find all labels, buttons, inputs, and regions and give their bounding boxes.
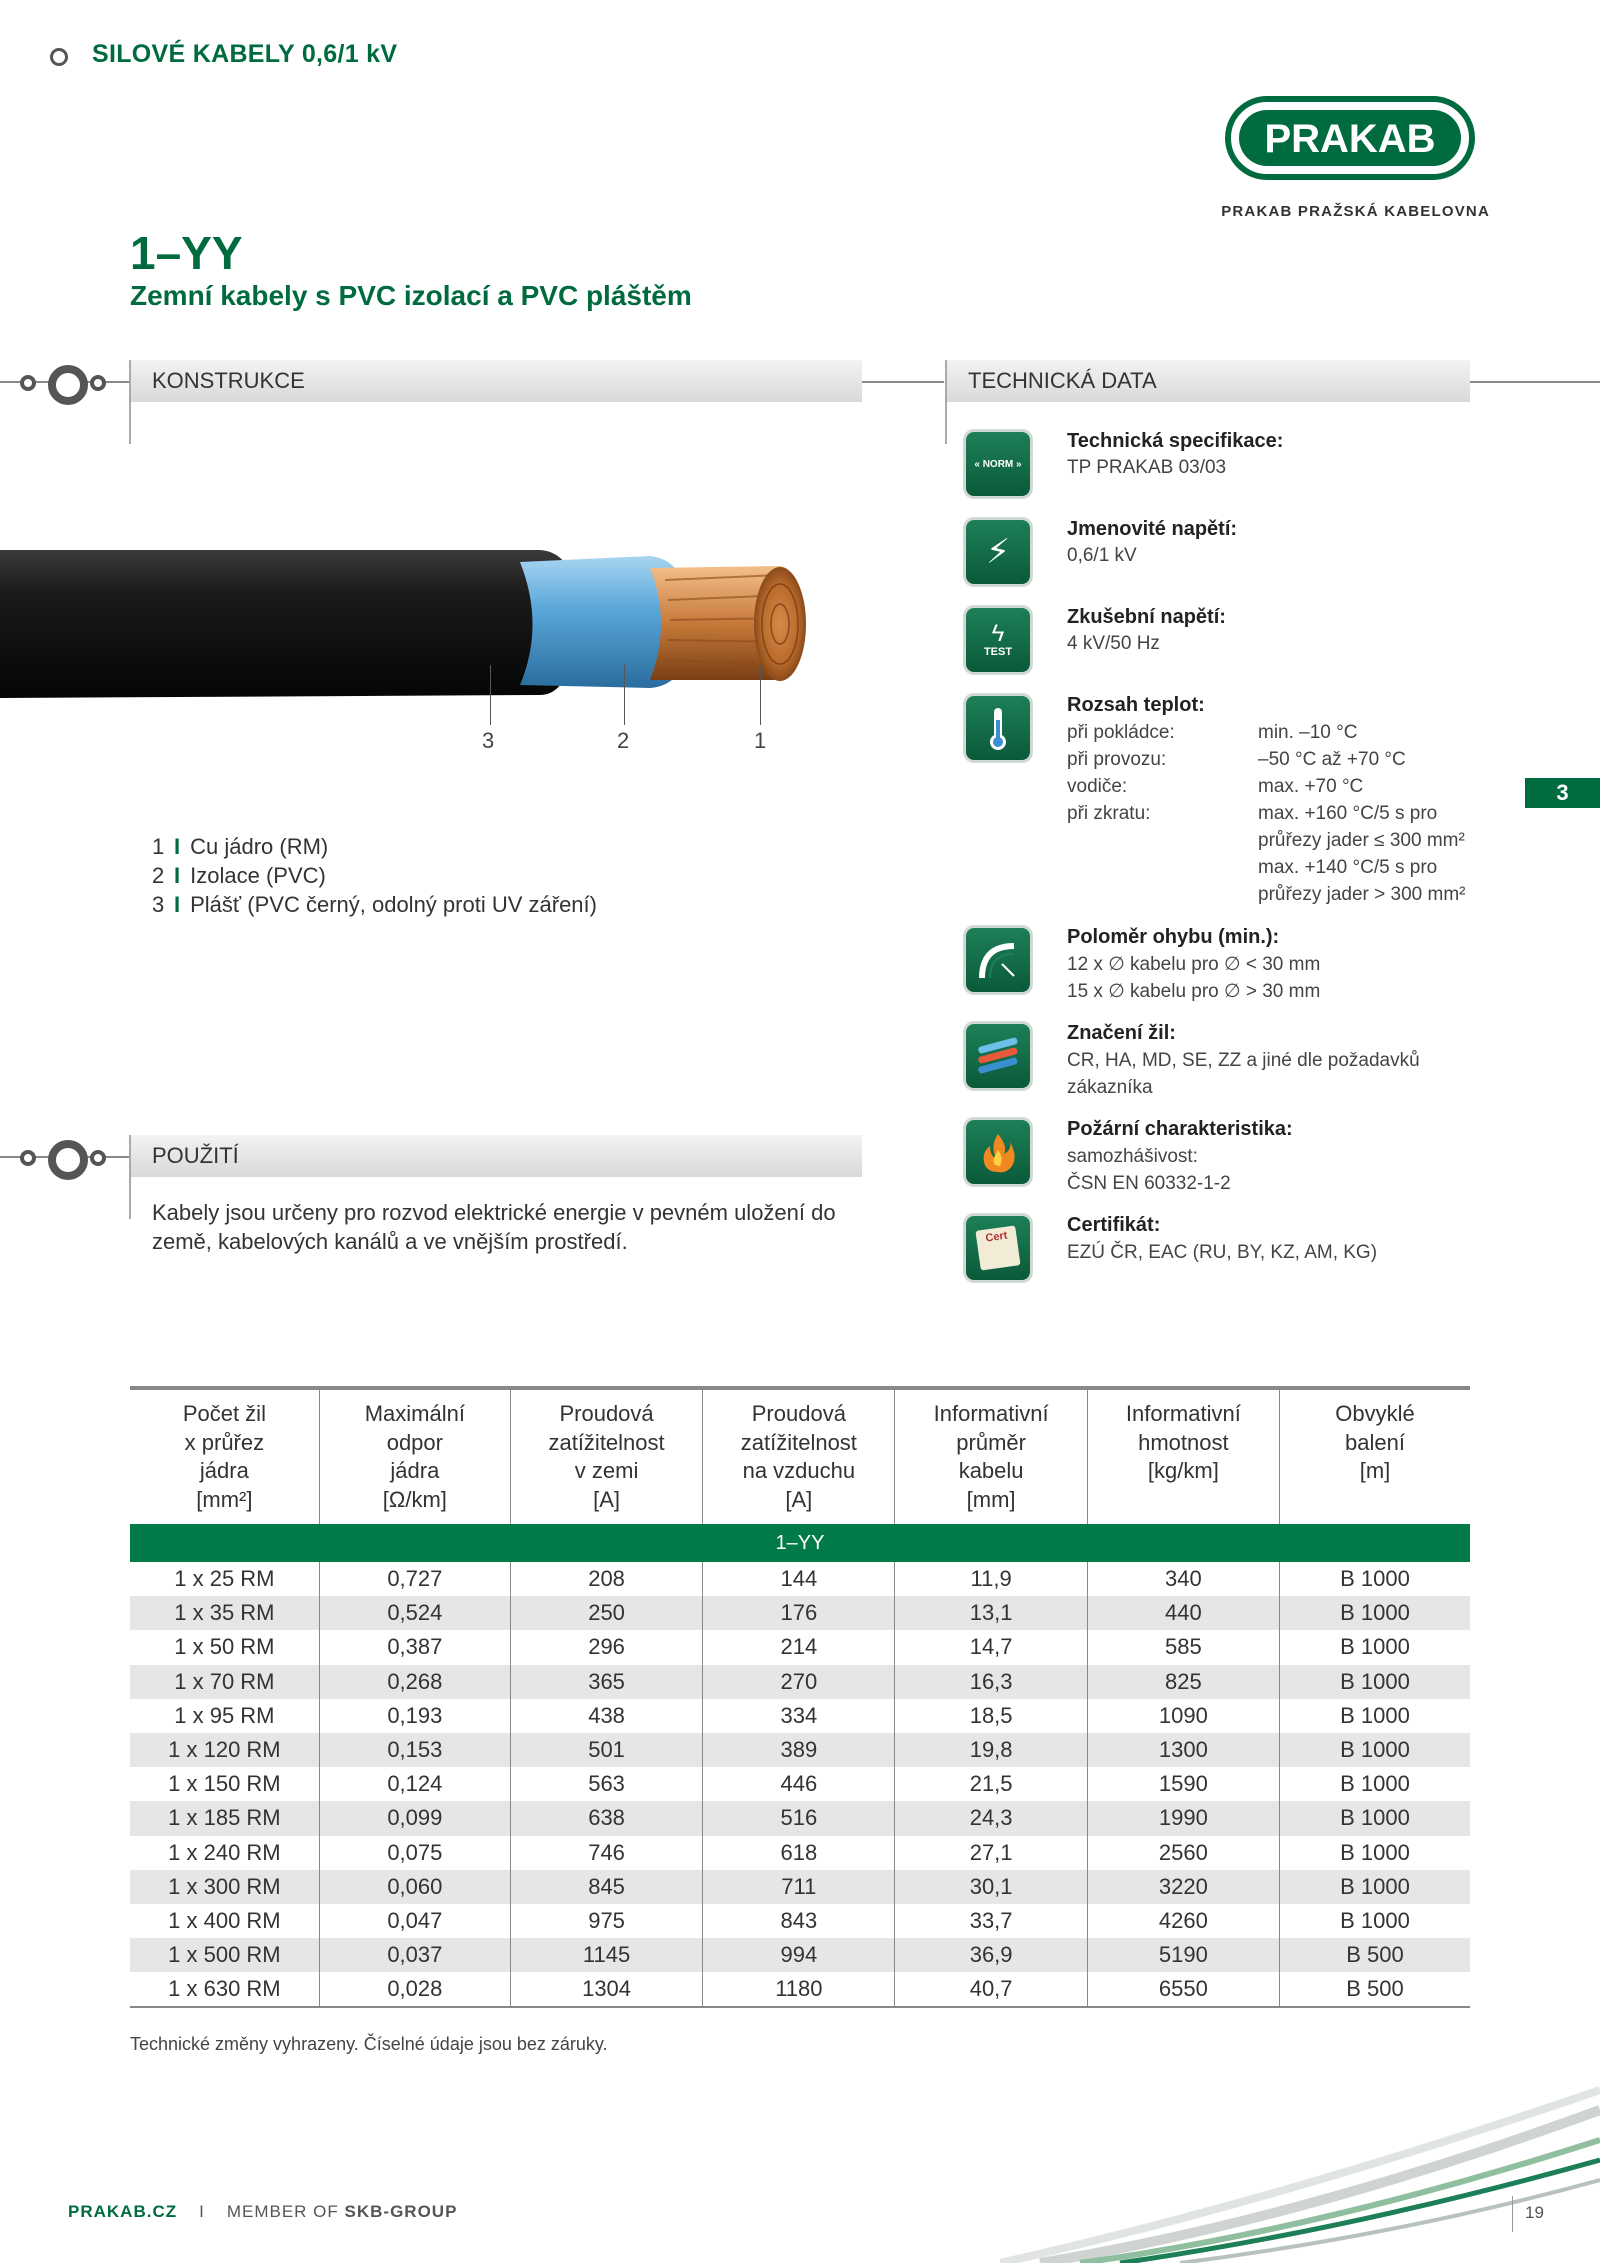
table-cell: 14,7 [895, 1630, 1087, 1664]
cable-parameters-table [130, 1390, 1470, 2008]
table-cell: 1 x 70 RM [130, 1665, 319, 1699]
chapter-tab: 3 [1525, 778, 1600, 808]
table-cell: 0,268 [319, 1665, 510, 1699]
table-row [130, 1904, 1470, 1938]
table-cell: 0,060 [319, 1870, 510, 1904]
column-header: Počet žil x průřez jádra [mm²] [130, 1390, 319, 1524]
page-number: 19 [1525, 2203, 1544, 2222]
table-cell: 4260 [1087, 1904, 1279, 1938]
table-cell: 1 x 400 RM [130, 1904, 319, 1938]
table-cell: 11,9 [895, 1562, 1087, 1596]
table-cell: 296 [510, 1630, 702, 1664]
table-cell: 994 [703, 1938, 895, 1972]
table-cell: 16,3 [895, 1665, 1087, 1699]
table-row [130, 1836, 1470, 1870]
table-cell: 585 [1087, 1630, 1279, 1664]
table-cell: B 500 [1280, 1938, 1470, 1972]
callout-line [490, 665, 491, 725]
ring-icon [20, 375, 36, 391]
section-title: SILOVÉ KABELY 0,6/1 kV [92, 40, 398, 68]
table-cell: 0,099 [319, 1801, 510, 1835]
ring-icon [90, 375, 106, 391]
table-cell: 365 [510, 1665, 702, 1699]
table-cell: 618 [703, 1836, 895, 1870]
footer-text: PRAKAB.CZ I MEMBER OF SKB-GROUP [68, 2202, 458, 2221]
table-row [130, 1562, 1470, 1596]
table-row [130, 1733, 1470, 1767]
usage-text: Kabely jsou určeny pro rozvod elektrické energie v pevném uložení do země, kabelových kanálů a ve vnějším prostředí. [152, 1200, 836, 1254]
table-row [130, 1972, 1470, 2007]
table-cell: 5190 [1087, 1938, 1279, 1972]
table-cell: 843 [703, 1904, 895, 1938]
temp-row: při pokládce: min. –10 °C [1067, 722, 1358, 743]
table-cell: B 1000 [1280, 1733, 1470, 1767]
table-cell: 36,9 [895, 1938, 1087, 1972]
table-cell: 6550 [1087, 1972, 1279, 2007]
table-cell: 440 [1087, 1596, 1279, 1630]
table-cell: 1 x 25 RM [130, 1562, 319, 1596]
table-cell: B 1000 [1340, 1839, 1410, 1865]
legend-item: 2 I Izolace (PVC) [152, 863, 326, 888]
temp-row: max. +140 °C/5 s pro [1258, 857, 1438, 878]
table-cell: B 1000 [1280, 1596, 1470, 1630]
table-cell: 389 [703, 1733, 895, 1767]
table-cell: 1 x 95 RM [130, 1699, 319, 1733]
table-cell: 1180 [703, 1972, 895, 2007]
column-header: Maximální odpor jádra [Ω/km] [319, 1390, 510, 1524]
table-cell: 845 [510, 1870, 702, 1904]
table-cell: 0,524 [319, 1596, 510, 1630]
table-cell: 711 [703, 1870, 895, 1904]
legend-item: 3 I Plášť (PVC černý, odolný proti UV záření) [152, 892, 597, 917]
table-cell: B 1000 [1340, 1566, 1410, 1592]
table-cell: 563 [510, 1767, 702, 1801]
table-cell: 825 [1087, 1665, 1279, 1699]
fire-icon [966, 1120, 1036, 1190]
ring-icon [20, 1150, 36, 1166]
table-row [130, 1596, 1470, 1630]
temp-row: průřezy jader > 300 mm² [1258, 884, 1466, 905]
cable-illustration [0, 520, 900, 710]
table-cell: B 1000 [1280, 1870, 1470, 1904]
cert-value: EZÚ ČR, EAC (RU, BY, KZ, AM, KG) [1067, 1242, 1378, 1263]
table-group-header: 1–YY [130, 1524, 1470, 1562]
table-cell: 144 [703, 1562, 895, 1596]
callout-number: 3 [482, 728, 495, 753]
temp-table [1067, 719, 1466, 908]
usage-heading: POUŽITÍ [130, 1135, 862, 1177]
table-row [130, 1938, 1470, 1972]
core-marking-icon [966, 1024, 1036, 1094]
norm-icon: « NORM » [966, 432, 1036, 502]
divider-line [1470, 381, 1600, 383]
table-cell: 1990 [1087, 1801, 1279, 1835]
technical-heading: TECHNICKÁ DATA [946, 360, 1470, 402]
table-row [130, 1801, 1470, 1835]
table-cell: 0,153 [319, 1733, 510, 1767]
fire-line: ČSN EN 60332-1-2 [1067, 1173, 1231, 1194]
table-cell: 1590 [1087, 1767, 1279, 1801]
table-cell: B 1000 [1340, 1634, 1410, 1660]
divider-line [129, 360, 131, 444]
ring-icon [90, 1150, 106, 1166]
product-subtitle: Zemní kabely s PVC izolací a PVC pláštěm [130, 280, 692, 311]
table-cell: 1 x 120 RM [130, 1733, 319, 1767]
table-cell: 13,1 [895, 1596, 1087, 1630]
table-cell: 27,1 [895, 1836, 1087, 1870]
table-row [130, 1767, 1470, 1801]
table-cell: 1 x 185 RM [130, 1801, 319, 1835]
voltage-icon: ⚡ [966, 520, 1036, 590]
voltage-value: 0,6/1 kV [1067, 545, 1137, 566]
certificate-icon: Cert [966, 1216, 1036, 1286]
table-cell: 0,047 [319, 1904, 510, 1938]
table-cell: 1 x 630 RM [130, 1972, 319, 2007]
table-cell: 270 [703, 1665, 895, 1699]
table-cell: 446 [703, 1767, 895, 1801]
bend-line: 12 x ∅ kabelu pro ∅ < 30 mm [1067, 954, 1321, 975]
table-cell: B 1000 [1280, 1665, 1470, 1699]
divider-line [862, 381, 944, 383]
table-header-row [130, 1390, 1470, 1524]
divider-line [945, 360, 947, 444]
table-cell: 638 [510, 1801, 702, 1835]
column-header: Proudová zatížitelnost na vzduchu [A] [703, 1390, 895, 1524]
table-cell: 1090 [1087, 1699, 1279, 1733]
table-cell: 21,5 [895, 1767, 1087, 1801]
voltage-label: Jmenovité napětí: [1067, 518, 1238, 540]
fire-label: Požární charakteristika: [1067, 1118, 1293, 1140]
temp-row: při zkratu: max. +160 °C/5 s pro [1067, 803, 1438, 824]
table-row [130, 1699, 1470, 1733]
footer-divider [1512, 2196, 1513, 2232]
table-cell: 214 [703, 1630, 895, 1664]
column-header: Informativní hmotnost [kg/km] [1087, 1390, 1279, 1524]
table-cell: 0,037 [319, 1938, 510, 1972]
callout-number: 2 [617, 728, 630, 753]
column-header: Obvyklé balení [m] [1335, 1401, 1415, 1483]
marking-value: CR, HA, MD, SE, ZZ a jiné dle požadavků zákazníka [1067, 1050, 1420, 1098]
svg-text:PRAKAB: PRAKAB [1264, 117, 1436, 161]
table-cell: 1 x 240 RM [130, 1836, 319, 1870]
divider-line [129, 1135, 131, 1219]
table-cell: 746 [510, 1836, 702, 1870]
table-cell: 0,193 [319, 1699, 510, 1733]
table-cell: 0,387 [319, 1630, 510, 1664]
bullet-icon [50, 48, 68, 66]
bend-radius-icon [966, 928, 1036, 998]
table-cell: 2560 [1087, 1836, 1279, 1870]
table-cell: B 1000 [1340, 1702, 1410, 1728]
table-cell: 33,7 [895, 1904, 1087, 1938]
callout-number: 1 [754, 728, 767, 753]
column-header: Proudová zatížitelnost v zemi [A] [510, 1390, 702, 1524]
table-cell: 501 [510, 1733, 702, 1767]
thermometer-icon [966, 696, 1036, 766]
table-cell: B 500 [1280, 1972, 1470, 2007]
table-cell: 1 x 150 RM [130, 1767, 319, 1801]
table-cell: 0,727 [319, 1562, 510, 1596]
callout-line [760, 665, 761, 725]
legend-item: 1 I Cu jádro (RM) [152, 834, 329, 859]
callout-line [624, 665, 625, 725]
table-row [130, 1870, 1470, 1904]
table-row [130, 1630, 1470, 1664]
table-cell: 340 [1087, 1562, 1279, 1596]
ring-icon [48, 1140, 88, 1180]
temp-row: při provozu: –50 °C až +70 °C [1067, 749, 1406, 770]
table-cell: 334 [703, 1699, 895, 1733]
table-cell: 0,124 [319, 1767, 510, 1801]
table-cell: 1304 [510, 1972, 702, 2007]
decorative-cables [1000, 2080, 1600, 2263]
table-cell: 1 x 300 RM [130, 1870, 319, 1904]
table-cell: 176 [703, 1596, 895, 1630]
table-cell: 438 [510, 1699, 702, 1733]
table-cell: 1300 [1087, 1733, 1279, 1767]
table-cell: 0,028 [319, 1972, 510, 2007]
table-cell: B 1000 [1280, 1801, 1470, 1835]
table-cell: 516 [703, 1801, 895, 1835]
test-value: 4 kV/50 Hz [1067, 633, 1160, 654]
temp-label: Rozsah teplot: [1067, 694, 1205, 716]
disclaimer-note: Technické změny vyhrazeny. Číselné údaje jsou bez záruky. [130, 2034, 608, 2054]
temp-row: průřezy jader ≤ 300 mm² [1258, 830, 1465, 851]
temp-row: vodiče: max. +70 °C [1067, 776, 1364, 797]
construction-legend [152, 832, 597, 919]
table-cell: B 1000 [1340, 1771, 1410, 1797]
prakab-logo [1225, 96, 1475, 180]
cert-label: Certifikát: [1067, 1214, 1161, 1236]
bend-label: Poloměr ohybu (min.): [1067, 926, 1280, 948]
spec-value: TP PRAKAB 03/03 [1067, 457, 1227, 478]
table-cell: 250 [510, 1596, 702, 1630]
test-label: Zkušební napětí: [1067, 606, 1226, 628]
table-cell: 24,3 [895, 1801, 1087, 1835]
table-cell: 3220 [1087, 1870, 1279, 1904]
table-cell: 975 [510, 1904, 702, 1938]
construction-heading: KONSTRUKCE [130, 360, 862, 402]
table-cell: 208 [510, 1562, 702, 1596]
table-cell: 30,1 [895, 1870, 1087, 1904]
table-cell: B 1000 [1340, 1907, 1410, 1933]
table-cell: 40,7 [895, 1972, 1087, 2007]
spec-label: Technická specifikace: [1067, 430, 1284, 452]
product-title: 1–YY [130, 227, 243, 279]
table-row [130, 1665, 1470, 1699]
table-cell: 0,075 [319, 1836, 510, 1870]
table-cell: 1 x 500 RM [130, 1938, 319, 1972]
table-cell: 19,8 [895, 1733, 1087, 1767]
table-cell: 1145 [510, 1938, 702, 1972]
fire-line: samozhášivost: [1067, 1146, 1198, 1167]
table-cell: 1 x 35 RM [130, 1596, 319, 1630]
ring-icon [48, 365, 88, 405]
column-header: Informativní průměr kabelu [mm] [895, 1390, 1087, 1524]
logo-subtitle: PRAKAB PRAŽSKÁ KABELOVNA [1221, 203, 1490, 220]
bend-line: 15 x ∅ kabelu pro ∅ > 30 mm [1067, 981, 1321, 1002]
table-cell: 18,5 [895, 1699, 1087, 1733]
table-cell: 1 x 50 RM [130, 1630, 319, 1664]
test-voltage-icon: ϟ TEST [966, 608, 1036, 678]
marking-label: Značení žil: [1067, 1022, 1176, 1044]
